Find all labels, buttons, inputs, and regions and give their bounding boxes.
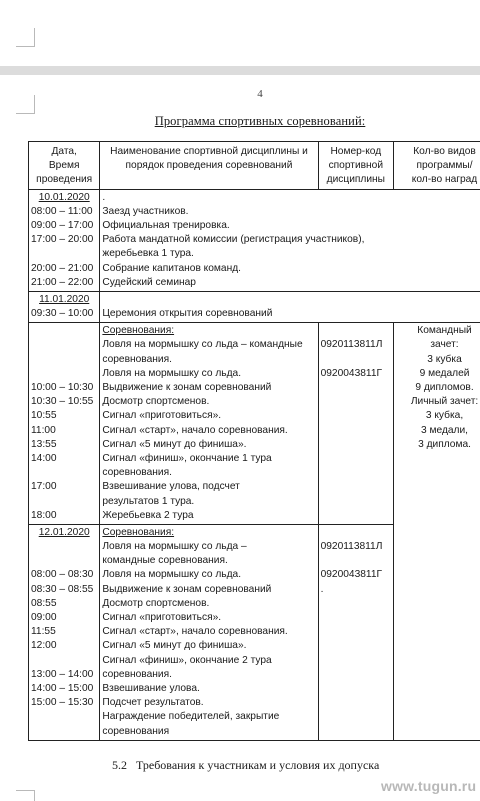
header-code: Номер-код спортивной дисциплины xyxy=(318,142,393,190)
page-number: 4 xyxy=(0,88,480,100)
day2-opening-events: Церемония открытия соревнований xyxy=(100,291,480,322)
table-row xyxy=(29,189,480,291)
day1-events: . Заезд участников. Официальная тренировка. Работа мандатной комиссии (регистрация участников), жеребьевка 1 тура. Собрание капитанов команд. Судейский семинар xyxy=(100,189,480,291)
day3-times: 12.01.2020 08:00 – 08:30 08:30 – 08:55 08:55 09:00 11:55 12:00 13:00 – 14:00 14:00 – 15:00 15:00 – 15:30 xyxy=(29,524,100,740)
discipline-code: 0920043811Г xyxy=(321,367,391,381)
day2-opening-times: 11.01.2020 09:30 – 10:00 xyxy=(29,291,100,322)
header-awards: Кол-во видов программы/ кол-во наград xyxy=(394,142,480,190)
crop-mark-top-left xyxy=(16,28,35,47)
discipline-code: 0920043811Г xyxy=(321,568,391,582)
table-row xyxy=(29,323,480,525)
section-number: 5.2 xyxy=(112,758,127,772)
date-label: 11.01.2020 xyxy=(31,293,97,307)
day3-events: Соревнования: Ловля на мормышку со льда – командные соревнования. Ловля на мормышку со льда. Выдвижение к зонам соревнований Досмотр спортсменов. Сигнал «приготовиться». Сигнал «старт», начало соревнования. Сигнал «5 минут до финиша». Сигнал «финиш», окончание 2 тура соревнования. Взвешивание улова. Подсчет результатов. Награждение победителей, закрытие соревнования xyxy=(100,524,318,740)
watermark-text: www.tugun.ru xyxy=(381,778,476,794)
date-label: 10.01.2020 xyxy=(31,191,97,205)
crop-mark-bottom-left xyxy=(16,790,35,801)
header-event: Наименование спортивной дисциплины и порядок проведения соревнований xyxy=(100,142,318,190)
page-separator xyxy=(0,66,480,75)
day2-events: Соревнования: Ловля на мормышку со льда – командные соревнования. Ловля на мормышку со льда. Выдвижение к зонам соревнований Досмотр спортсменов. Сигнал «приготовиться». Сигнал «старт», начало соревнования. Сигнал «5 минут до финиша». Сигнал «финиш», окончание 1 тура соревнования. Взвешивание улова, подсчет результатов 1 тура. Жеребьевка 2 тура xyxy=(100,323,318,525)
page-title: Программа спортивных соревнований: xyxy=(0,114,480,129)
day2-codes xyxy=(318,323,393,525)
awards-cell: Командный зачет: 3 кубка 9 медалей 9 дипломов. Личный зачет: 3 кубка, 3 медали, 3 диплома. xyxy=(394,323,480,740)
header-date: Дата, Время проведения xyxy=(29,142,100,190)
discipline-code: 0920113811Л xyxy=(321,338,391,352)
table-row xyxy=(29,291,480,322)
discipline-code: 0920113811Л xyxy=(321,540,391,554)
section-label: Соревнования: xyxy=(102,324,315,338)
section-label: Соревнования: xyxy=(102,526,315,540)
section-heading-text: Требования к участникам и условия их допуска xyxy=(136,758,379,772)
table-header-row xyxy=(29,142,480,190)
day1-times: 10.01.2020 08:00 – 11:00 09:00 – 17:00 17:00 – 20:00 20:00 – 21:00 21:00 – 22:00 xyxy=(29,189,100,291)
day2-times: 10:00 – 10:30 10:30 – 10:55 10:55 11:00 13:55 14:00 17:00 18:00 xyxy=(29,323,100,525)
date-label: 12.01.2020 xyxy=(31,526,97,540)
competition-schedule-table xyxy=(28,141,480,741)
section-heading xyxy=(112,758,480,773)
day3-codes: 0920113811Л 0920043811Г . xyxy=(318,524,393,740)
